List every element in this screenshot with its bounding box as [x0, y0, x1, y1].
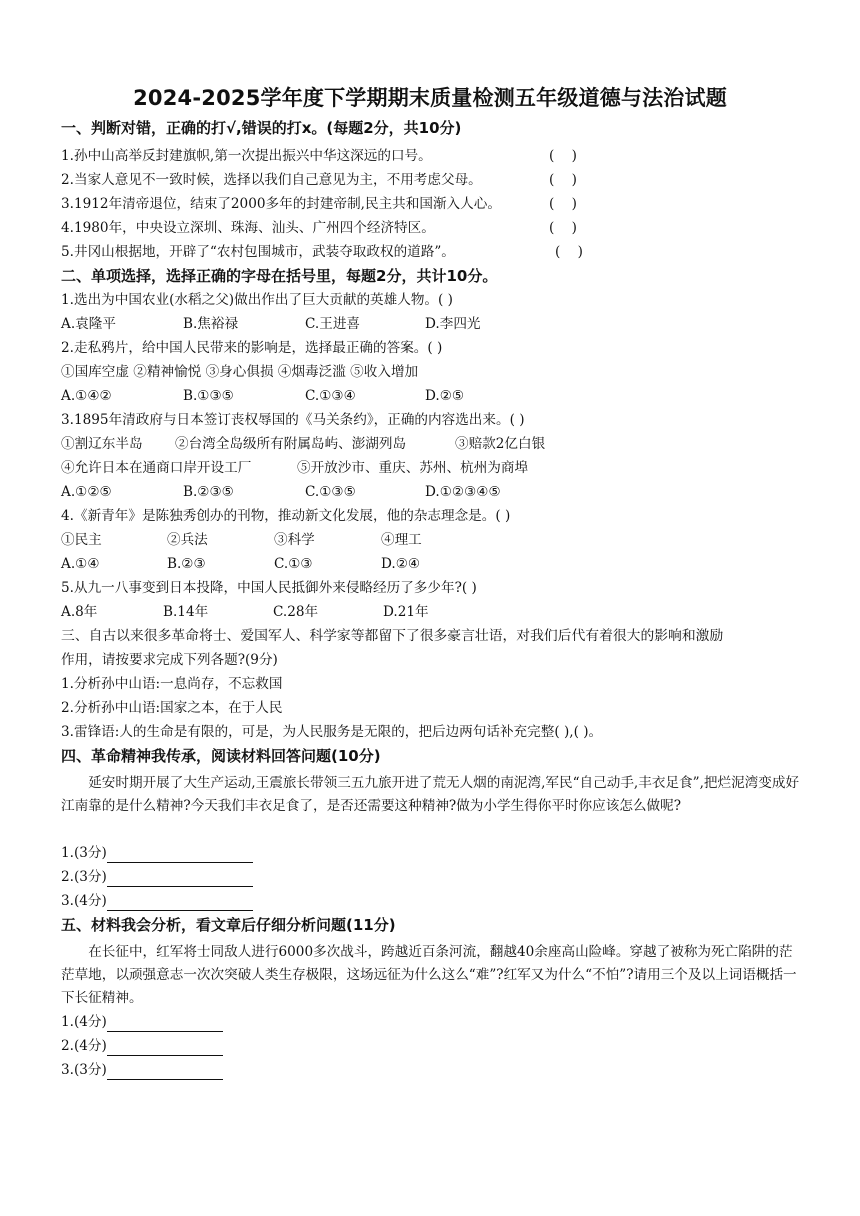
section5-heading: 五、材料我会分析，看文章后仔细分析问题(11分) [61, 916, 396, 934]
answer-line-3[interactable] [61, 891, 253, 911]
choice-option: B.①③⑤ [183, 388, 234, 404]
answer-blank[interactable] [107, 895, 253, 911]
choice-option: B.②③⑤ [183, 484, 234, 500]
answer-paren: ( ) [549, 196, 577, 212]
choice-q2-stem: 2.走私鸦片，给中国人民带来的影响是，选择最正确的答案。( ) [61, 340, 443, 356]
choice-option: A.袁隆平 [61, 316, 116, 332]
choice-option: D.21年 [383, 604, 429, 620]
choice-item: ④理工 [381, 532, 422, 548]
choice-q4-stem: 4.《新青年》是陈独秀创办的刊物，推动新文化发展，他的杂志理念是。( ) [61, 508, 511, 524]
answer-paren: ( ) [549, 148, 577, 164]
section4-material: 延安时期开展了大生产运动,王震旅长带领三五九旅开进了荒无人烟的南泥湾,军民“自己动手,丰衣足食”,把烂泥湾变成好江南靠的是什么精神?今天我们丰衣足食了，是否还需要这种精神?做为小学生得你平时你应该怎么做呢? [61, 775, 800, 814]
choice-item: ⑤开放沙市、重庆、苏州、杭州为商埠 [297, 460, 529, 476]
judge-item-1: 1.孙中山高举反封建旗帜,第一次提出振兴中华这深远的口号。 [61, 148, 432, 164]
judge-item-5: 5.井冈山根据地，开辟了“农村包围城市，武装夺取政权的道路”。 [61, 244, 455, 260]
section2-heading: 二、单项选择，选择正确的字母在括号里，每题2分，共计10分。 [61, 267, 498, 285]
choice-item: ①民主 [61, 532, 102, 548]
choice-option: D.①②③④⑤ [425, 484, 501, 500]
choice-item: ①割辽东半岛 [61, 436, 143, 452]
section3-item-1: 1.分析孙中山语:一息尚存，不忘救国 [61, 676, 283, 692]
choice-option: C.①③⑤ [305, 484, 356, 500]
choice-q5-stem: 5.从九一八事变到日本投降，中国人民抵御外来侵略经历了多少年?( ) [61, 580, 477, 596]
answer-line-2[interactable] [61, 867, 253, 887]
choice-option: D.②④ [381, 556, 421, 572]
choice-item: ④允许日本在通商口岸开设工厂 [61, 460, 252, 476]
choice-item: ②台湾全岛级所有附属岛屿、澎湖列岛 [175, 436, 407, 452]
answer-blank[interactable] [107, 1040, 223, 1056]
answer-blank[interactable] [107, 1016, 223, 1032]
choice-option: A.①④② [61, 388, 112, 404]
answer-paren: ( ) [555, 244, 583, 260]
answer-label: 3.(4分) [61, 893, 107, 909]
choice-q2-items: ①国库空虚 ②精神愉悦 ③身心俱损 ④烟毒泛滥 ⑤收入增加 [61, 364, 419, 380]
choice-item: ③科学 [274, 532, 315, 548]
choice-q1-stem: 1.选出为中国农业(水稻之父)做出作出了巨大贡献的英雄人物。( ) [61, 292, 453, 308]
answer-line-3[interactable] [61, 1060, 223, 1080]
section3-item-3: 3.雷锋语:人的生命是有限的，可是，为人民服务是无限的，把后边两句话补充完整( ),( )。 [61, 724, 603, 740]
section4-heading: 四、革命精神我传承，阅读材料回答问题(10分) [61, 747, 381, 765]
choice-item: ③赔款2亿白银 [455, 436, 546, 452]
judge-item-4: 4.1980年，中央设立深圳、珠海、汕头、广州四个经济特区。 [61, 220, 435, 236]
answer-label: 2.(4分) [61, 1038, 107, 1054]
answer-label: 1.(3分) [61, 845, 107, 861]
section5-material: 在长征中，红军将士同敌人进行6000多次战斗，跨越近百条河流，翻越40余座高山险峰。穿越了被称为死亡陷阱的茫茫草地，以顽强意志一次次突破人类生存极限，这场远征为什么这么“难”?红军又为什么“不怕”?请用三个及以上词语概括一下长征精神。 [61, 944, 797, 1006]
answer-blank[interactable] [107, 1064, 223, 1080]
judge-item-2: 2.当家人意见不一致时候，选择以我们自己意见为主，不用考虑父母。 [61, 172, 482, 188]
answer-label: 1.(4分) [61, 1014, 107, 1030]
answer-line-1[interactable] [61, 1012, 223, 1032]
choice-q3-stem: 3.1895年清政府与日本签订丧权辱国的《马关条约》，正确的内容选出来。( ) [61, 412, 525, 428]
answer-paren: ( ) [549, 220, 577, 236]
choice-option: D.李四光 [425, 316, 481, 332]
answer-label: 3.(3分) [61, 1062, 107, 1078]
answer-blank[interactable] [107, 847, 253, 863]
choice-option: B.②③ [167, 556, 206, 572]
choice-option: B.14年 [163, 604, 209, 620]
choice-option: C.①③ [274, 556, 313, 572]
choice-option: C.王进喜 [305, 316, 361, 332]
choice-option: A.①②⑤ [61, 484, 112, 500]
answer-line-2[interactable] [61, 1036, 223, 1056]
choice-option: A.①④ [61, 556, 100, 572]
answer-line-1[interactable] [61, 843, 253, 863]
judge-item-3: 3.1912年清帝退位，结束了2000多年的封建帝制,民主共和国渐入人心。 [61, 196, 501, 212]
choice-option: A.8年 [61, 604, 98, 620]
section3-item-2: 2.分析孙中山语:国家之本，在于人民 [61, 700, 283, 716]
choice-item: ②兵法 [167, 532, 208, 548]
choice-option: B.焦裕禄 [183, 316, 239, 332]
section1-heading: 一、判断对错，正确的打√,错误的打x。(每题2分，共10分) [61, 119, 462, 137]
choice-option: C.28年 [273, 604, 319, 620]
answer-label: 2.(3分) [61, 869, 107, 885]
answer-paren: ( ) [549, 172, 577, 188]
page-title: 2024-2025学年度下学期期末质量检测五年级道德与法治试题 [133, 86, 727, 110]
section3-intro-line1: 三、自古以来很多革命将士、爱国军人、科学家等都留下了很多豪言壮语，对我们后代有着很大的影响和激励 [61, 628, 724, 644]
choice-option: C.①③④ [305, 388, 356, 404]
section3-intro-line2: 作用，请按要求完成下列各题?(9分) [61, 652, 278, 668]
answer-blank[interactable] [107, 871, 253, 887]
choice-option: D.②⑤ [425, 388, 465, 404]
